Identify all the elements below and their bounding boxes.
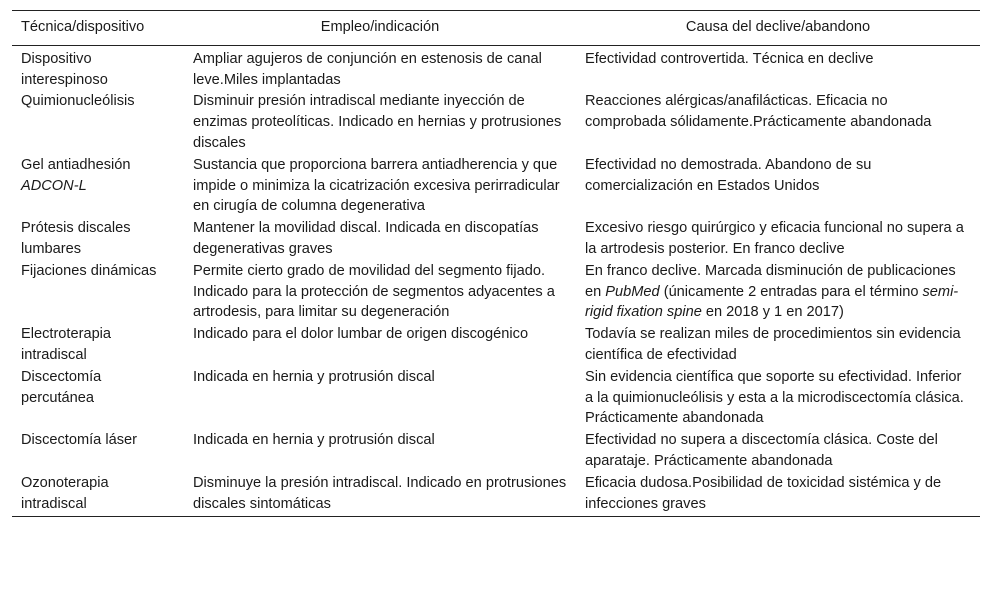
table-row — [12, 155, 980, 218]
techniques-table — [12, 10, 980, 517]
cell-tecnica: Discectomía percutánea — [21, 368, 102, 406]
table-row — [12, 91, 980, 154]
cell-empleo: Disminuir presión intradiscal mediante inyección de enzimas proteolíticas. Indicado en hernias y protrusiones discales — [193, 93, 562, 151]
cell-causa — [576, 261, 980, 324]
table-body — [12, 45, 980, 517]
table-row — [12, 367, 980, 430]
cell-empleo: Indicada en hernia y protrusión discal — [193, 368, 435, 385]
table-row — [12, 473, 980, 517]
causa-text-2: (únicamente 2 entradas para el término — [659, 283, 923, 300]
table-container — [12, 10, 980, 517]
cell-tecnica: Ozonoterapia intradiscal — [12, 473, 184, 517]
header-empleo: Empleo/indicación — [184, 11, 576, 46]
cell-empleo: Disminuye la presión intradiscal. Indicado en protrusiones discales sintomáticas — [184, 473, 576, 517]
header-tecnica: Técnica/dispositivo — [12, 11, 184, 46]
search-term: semi-rigid fixation spine — [585, 283, 959, 321]
table-row — [12, 261, 980, 324]
cell-causa: Efectividad no supera a discectomía clásica. Coste del aparataje. Prácticamente abandonada — [585, 432, 938, 469]
table-row — [12, 45, 980, 91]
table-row — [12, 430, 980, 473]
cell-causa: Excesivo riesgo quirúrgico y eficacia funcional no supera a la artrodesis posterior. En franco declive — [585, 220, 964, 257]
cell-causa: Reacciones alérgicas/anafilácticas. Eficacia no comprobada sólidamente.Prácticamente abandonada — [585, 93, 932, 131]
cell-causa: Eficacia dudosa.Posibilidad de toxicidad sistémica y de infecciones graves — [576, 473, 980, 517]
tecnica-text: Gel antiadhesión — [21, 156, 131, 173]
cell-tecnica: Electroterapia intradiscal — [21, 326, 112, 363]
cell-tecnica: Prótesis discales lumbares — [21, 220, 131, 257]
cell-empleo: Permite cierto grado de movilidad del segmento fijado. Indicado para la protección de segmentos adyacentes a artrodesis, para limitar su degeneración — [193, 262, 555, 321]
causa-text-3: en 2018 y 1 en 2017) — [701, 304, 844, 321]
cell-tecnica — [12, 155, 184, 218]
table-row — [12, 218, 980, 261]
cell-empleo: Sustancia que proporciona barrera antiadherencia y que impide o minimiza la cicatrización excesiva perirradicular en cirugía de columna degenerativa — [193, 156, 560, 215]
cell-causa: Todavía se realizan miles de procedimientos sin evidencia científica de efectividad — [585, 326, 961, 363]
cell-empleo: Ampliar agujeros de conjunción en estenosis de canal leve.Miles implantadas — [193, 50, 542, 88]
cell-tecnica: Discectomía láser — [21, 432, 137, 449]
cell-causa: Efectividad no demostrada. Abandono de su comercialización en Estados Unidos — [585, 156, 872, 194]
cell-tecnica: Quimionucleólisis — [21, 93, 135, 110]
product-name: ADCON-L — [21, 177, 87, 194]
cell-causa: Sin evidencia científica que soporte su efectividad. Inferior a la quimionucleólisis y esta a la microdiscectomía clásica. Prácticamente abandonada — [585, 368, 964, 427]
cell-empleo: Mantener la movilidad discal. Indicada en discopatías degenerativas graves — [193, 220, 539, 257]
header-row — [12, 11, 980, 46]
table-header — [12, 11, 980, 46]
header-causa: Causa del declive/abandono — [576, 11, 980, 46]
cell-empleo: Indicada en hernia y protrusión discal — [193, 432, 435, 449]
cell-causa: Efectividad controvertida. Técnica en declive — [585, 50, 874, 67]
causa-text-1: En franco declive. Marcada disminución de publicaciones en — [585, 262, 956, 300]
table-row — [12, 324, 980, 367]
cell-tecnica: Fijaciones dinámicas — [21, 262, 157, 279]
cell-empleo: Indicado para el dolor lumbar de origen discogénico — [193, 326, 529, 343]
pubmed-term: PubMed — [605, 283, 660, 300]
cell-tecnica: Dispositivo interespinoso — [21, 50, 108, 88]
